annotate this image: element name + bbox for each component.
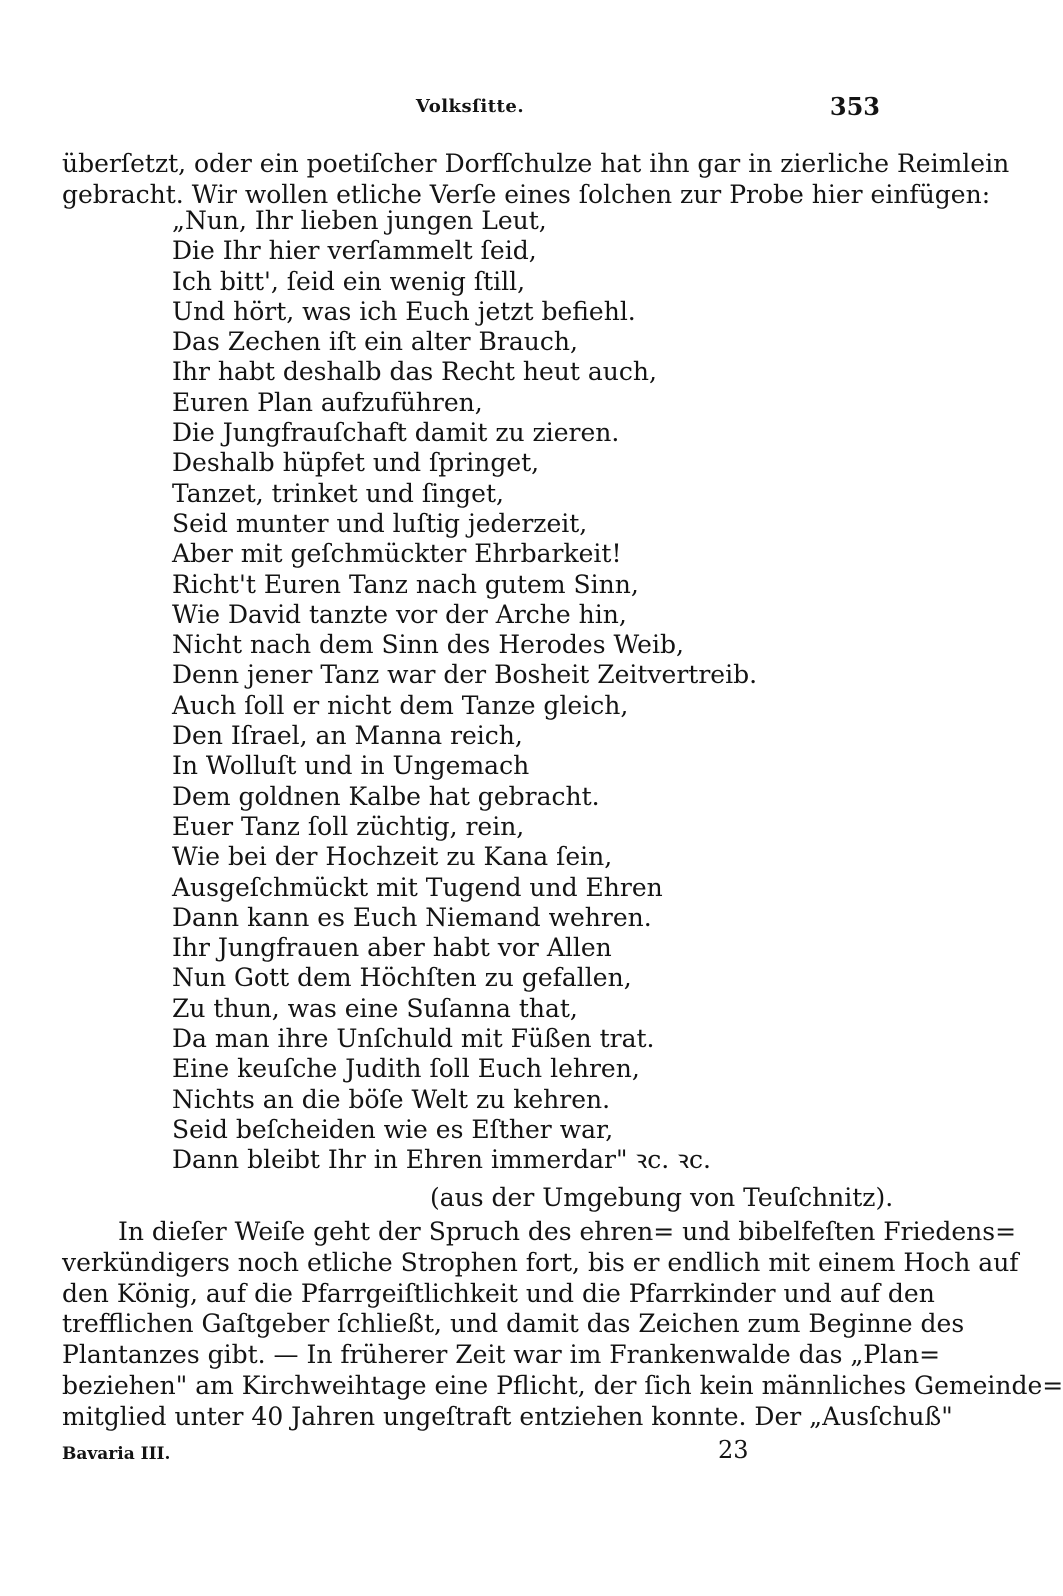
signature-mark: 23 (718, 1436, 749, 1464)
poem-verse: Euer Tanz ſoll züchtig, rein, (172, 811, 525, 841)
poem-verse: Ausgeſchmückt mit Tugend und Ehren (172, 872, 663, 902)
poem-verse: Aber mit geſchmückter Ehrbarkeit! (172, 539, 622, 569)
poem-verse: Seid munter und luſtig jederzeit, (172, 508, 588, 538)
text-line: überſetzt, oder ein poetiſcher Dorfſchulze hat ihn gar in zierliche Reimlein (62, 149, 1010, 178)
poem-verse: Wie David tanzte vor der Arche hin, (172, 599, 627, 629)
poem-verse: Nicht nach dem Sinn des Herodes Weib, (172, 630, 684, 660)
poem-verse: In Wolluſt und in Ungemach (172, 751, 530, 781)
body-paragraph (62, 1217, 1063, 1433)
poem-verse: Da man ihre Unſchuld mit Füßen trat. (172, 1024, 655, 1054)
poem-verse: Richt't Euren Tanz nach gutem Sinn, (172, 569, 639, 599)
text-line: In dieſer Weiſe geht der Spruch des ehren= und bibelfeſten Friedens= (118, 1217, 1017, 1246)
running-title: Volksſitte. (415, 96, 525, 117)
poem-verse: Dann bleibt Ihr in Ehren immerdar" ꝛc. ꝛc. (172, 1145, 711, 1175)
poem-verse: Euren Plan aufzuführen, (172, 387, 483, 417)
intro-text (62, 148, 1010, 210)
poem-verse: Ich bitt', ſeid ein wenig ſtill, (172, 266, 526, 296)
text-line: Plantanzes gibt. — In früherer Zeit war im Frankenwalde das „Plan= (62, 1340, 941, 1370)
running-head (60, 92, 880, 128)
poem-verse: „Nun, Ihr lieben jungen Leut, (172, 206, 547, 235)
poem-verse: Und hört, was ich Euch jetzt befiehl. (172, 296, 636, 326)
poem-verse: Die Ihr hier verſammelt ſeid, (172, 236, 537, 266)
poem-verse: Nichts an die böſe Welt zu kehren. (172, 1084, 611, 1114)
poem-verse: Tanzet, trinket und ſinget, (172, 478, 504, 508)
poem (172, 206, 872, 1176)
poem-verse: Auch ſoll er nicht dem Tanze gleich, (172, 690, 629, 720)
poem-verse: Eine keuſche Judith ſoll Euch lehren, (172, 1054, 640, 1084)
poem-verse: Ihr habt deshalb das Recht heut auch, (172, 357, 657, 387)
page-number: 353 (829, 92, 880, 121)
poem-verse: Dem goldnen Kalbe hat gebracht. (172, 781, 600, 811)
poem-verse: Denn jener Tanz war der Bosheit Zeitvertreib. (172, 660, 758, 690)
text-line: verkündigers noch etliche Strophen fort, bis er endlich mit einem Hoch auf (62, 1247, 1019, 1277)
poem-verse: Zu thun, was eine Suſanna that, (172, 993, 578, 1023)
poem-verse: Den Iſrael, an Manna reich, (172, 721, 523, 751)
volume-label: Bavaria III. (62, 1444, 171, 1464)
poem-verse: Deshalb hüpfet und ſpringet, (172, 448, 540, 478)
poem-verse: Die Jungfrauſchaft damit zu zieren. (172, 418, 620, 448)
poem-verse: Nun Gott dem Höchſten zu gefallen, (172, 963, 632, 993)
text-line: gebracht. Wir wollen etliche Verſe eines ſolchen zur Probe hier einfügen: (62, 180, 991, 209)
text-line: beziehen" am Kirchweihtage eine Pflicht, der ſich kein männliches Gemeinde= (62, 1370, 1063, 1400)
poem-verse: Das Zechen iſt ein alter Brauch, (172, 327, 578, 357)
poem-verse: Wie bei der Hochzeit zu Kana ſein, (172, 842, 613, 872)
poem-attribution: (aus der Umgebung von Teuſchnitz). (430, 1183, 894, 1212)
text-line: mitglied unter 40 Jahren ungeſtraft entziehen konnte. Der „Ausſchuß" (62, 1401, 953, 1431)
poem-verse: Seid beſcheiden wie es Eſther war, (172, 1114, 614, 1144)
text-line: den König, auf die Pfarrgeiſtlichkeit und die Pfarrkinder und auf den (62, 1278, 935, 1308)
poem-verse: Dann kann es Euch Niemand wehren. (172, 902, 652, 932)
poem-verse: Ihr Jungfrauen aber habt vor Allen (172, 933, 612, 963)
text-line: trefflichen Gaſtgeber ſchließt, und damit das Zeichen zum Beginne des (62, 1309, 965, 1339)
